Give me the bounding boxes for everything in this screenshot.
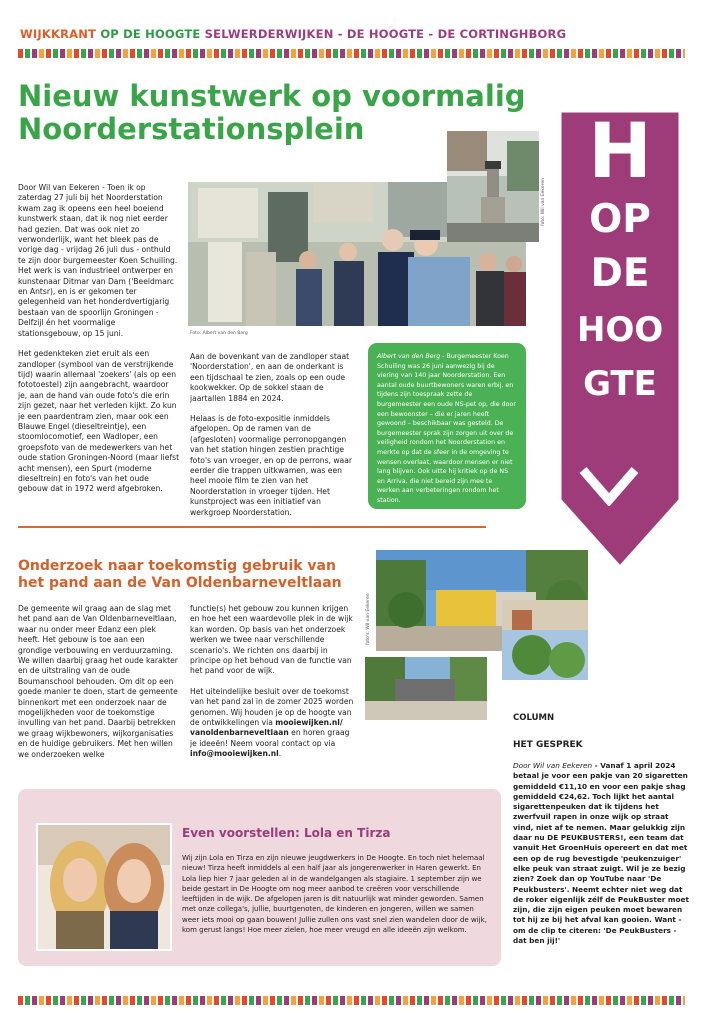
article2-text-a: Het uiteindelijke besluit over de toekomst van het pand zal in de zomer 2025 worden genomen. Wij houden je op de hoogte van de ontwikkelingen via [190,686,354,728]
section-divider [18,526,486,528]
article2-column-2 [190,604,358,770]
small-photo-caption: foto: Wil van Eekeren [541,178,546,226]
decorative-stripe-top [18,49,685,58]
article-paragraph: functie(s) het gebouw zou kunnen krijgen en hoe het een waardevolle plek in de wijk kan worden. Op basis van het onderzoek werken we twee naar verschillende scenario's. We richten ons daarbij in principe op het behoud van de functie van het pand voor de wijk. [190,604,353,676]
introduction-text: Wij zijn Lola en Tirza en zijn nieuwe jeugdwerkers in De Hoogte. En toch niet helemaal nieuw! Tirza heeft inmiddels al een half jaar als jongerenwerker in Haren gewerkt. En Lola liep hier 7 jaar geleden al in de wandelgangen als stagiaire. 1 september zijn we beide gestart in De Hoogte om nog meer aanbod te creëren voor verschillende leeftijden in de wijk. De afgelopen jaren is dit natuurlijk wat minder geworden. Samen met onze collega's, jullie, buurtgenoten, de kinderen en jongeren, willen we samen weer iets mooi op gaan bouwen! Jullie zullen ons vast snel zien wandelen door de wijk, kom gerust langs! Hoe meer zielen, hoe meer vreugd en alle ideeën zijn welkom. [182,854,487,935]
small-photo-sculpture [447,131,539,242]
decorative-stripe-bottom [18,996,685,1005]
article-column-1 [18,183,180,505]
green-quote-box [368,343,526,509]
article2-email[interactable]: info@mooiewijken.nl [190,749,279,759]
article2-link[interactable]: mooiewijken.nl/ vanoldenbarneveltlaan [190,718,343,738]
green-box-text: - Burgemeester Koen Schuiling was 26 juni aanwezig bij de viering van 140 jaar Noorderstation. Een aantal oude buurtbewoners waren erbij, en tijdens zijn toespraak zette de burgemeester een oude NS-pet op, die door een bewoonster – die er jaren heeft gewoond – beschikbaar was gesteld. De burgemeester sprak zijn zorgen uit over de veiligheid rondom het Noorderstation en merkte op dat de sfeer in de omgeving te wensen overlaat, waardoor mensen er niet lang blijven. Ook uitte hij kritiek op de NS en Arriva, die niet bereid zijn mee te werken aan verbeteringen rondom het station. [377,353,516,504]
article2-text-b: en horen graag je ideeën! Neem vooral contact op via [190,728,350,748]
banner-line-hoo: HOO [577,310,664,350]
building-photo-2 [365,657,487,720]
article-paragraph: Aan de bovenkant van de zandloper staat 'Noorderstation', en aan de onderkant is een tijdschaal te zien, zoals op een oude kookwekker. Op de sokkel staan de jaartallen 1884 en 2024. [190,352,350,403]
masthead-part-1: WIJKKRANT [20,27,97,41]
banner-month: OKTOBER 2024 [651,413,662,505]
column-body: - Vanaf 1 april 2024 betaal je voor een pakje van 20 sigaretten gemiddeld €11,10 en voor een pakje shag gemiddeld €24,62. Toch lijkt het aantal sigarettenpeuken dat ik tijdens het zwerfvuil rapen in onze wijk op straat vind, niet af te nemen. Maar gelukkig zijn daar nu DE PEUKBUSTERS!, een team dat vanuit Het GroenHuis opereert en dat met een op de rug bevestigde 'peukenzuiger' elke peuk van straat zuigt. Wil je ze bezig zien? Zoek dan op YouTube naar 'De Peukbusters'. Neemt echter niet weg dat de roker eigenlijk zélf de PeukBuster moet zijn, die zijn eigen peuken moet bewaren tot hij ze bij het afval kan gooien. Want - om de clip te citeren: 'De PeukBusters - dat ben jij!' [513,761,689,946]
article-column-2 [190,352,358,528]
article2-headline: Onderzoek naar toekomstig gebruik van het pand aan de Van Oldenbarneveltlaan [18,558,342,591]
banner-line-de: DE [590,251,650,296]
masthead-part-2: OP DE HOOGTE [100,27,201,41]
article-paragraph: De gemeente wil graag aan de slag met het pand aan de Van Oldenbarneveltlaan, waar nu onder meer Edanz een plek heeft. Het gebouw is toe aan een grondige verbouwing en verduurzaming. We willen daarbij graag het oude karakter en de uitstraling van de oude Boumanschool behouden. Om dit op een goede manier te doen, start de gemeente binnenkort met een onderzoek naar de mogelijkheden voor de toekomstige invulling van het pand. Daarbij betrekken we graag wijkbewoners, wijkorganisaties en de huidige gebruikers. Met hen willen we onderzoeken welke [18,604,178,759]
banner-chevron-down-icon [579,466,639,506]
main-photo-caption: Foto: Albert van den Berg [190,331,248,336]
masthead-part-3: SELWERDERWIJKEN - DE HOOGTE - DE CORTINGHBORG [204,27,567,41]
column-title: HET GESPREK [513,740,583,750]
introduction-title: Even voorstellen: Lola en Tirza [182,826,391,840]
column-text [513,761,691,946]
banner-line-gte: GTE [583,364,657,404]
article-paragraph [190,687,358,760]
building-photo-3 [502,600,588,680]
article2-text-c: . [278,749,282,759]
article2-column-1 [18,604,178,770]
photo-lola-tirza [36,823,172,951]
column-byline: Door Wil van Eekeren [513,761,593,770]
article-paragraph: Het gedenkteken ziet eruit als een zandloper (symbool van de verstrijkende tijd) waarin allemaal 'zoekers' (als op een fototoestel) zijn aangebracht, waardoor je, aan de hand van oude foto's die erin zijn gezet, naar het verleden kijkt. Zo kun je een paardentram zien, maar ook een Blauwe Engel (dieseltreintje), een stoomlocomotief, een Wadloper, een groepsfoto van de medewerkers van het oude station Groningen-Noord (maar liefst acht mensen), een Spurt (moderne dieseltrein) en foto's van het oude gebouw dat in 1972 werd afgebroken. [18,349,180,494]
building-photos-caption: foto's: Wil van Eekeren [366,593,371,645]
article-headline: Nieuw kunstwerk op voormalig Noorderstationsplein [18,79,526,146]
article-paragraph: Helaas is de foto-expositie inmiddels afgelopen. Op de ramen van de (afgesloten) voormalige perronopgangen van het station hingen zestien prachtige foto's van vroeger, en op de perrons, waar eerder die trappen uitkwamen, was een heel mooie film te zien van het Noorderstation in vroeger tijden. Het kunstproject was een initiatief van werkgroep Noorderstation. [190,414,352,517]
banner-letter-h: H [588,106,652,195]
article-paragraph: Door Wil van Eekeren - Toen ik op zaterdag 27 juli bij het Noorderstation kwam zag ik opeens een heel boeiend kunstwerk staan, dat ik nog niet eerder had gezien. Dat was ook niet zo verwonderlijk, want het bleek pas de vorige dag - vrijdag 26 juli dus - onthuld te zijn door burgemeester Koen Schuiling. Het werk is van industrieel ontwerper en kunstenaar Ditmar van Dam ('Beeldmarc en Antsr), en is er gekomen ter gelegenheid van het honderdvertigjarig bestaan van de spoorlijn Groningen - Delfzijl én het voormalige stationsgebouw, op 15 juni. [18,183,178,338]
banner-line-op: OP [589,197,651,242]
column-label: COLUMN [513,713,555,723]
green-box-name: Albert van den Berg [377,353,441,360]
masthead [20,27,566,41]
